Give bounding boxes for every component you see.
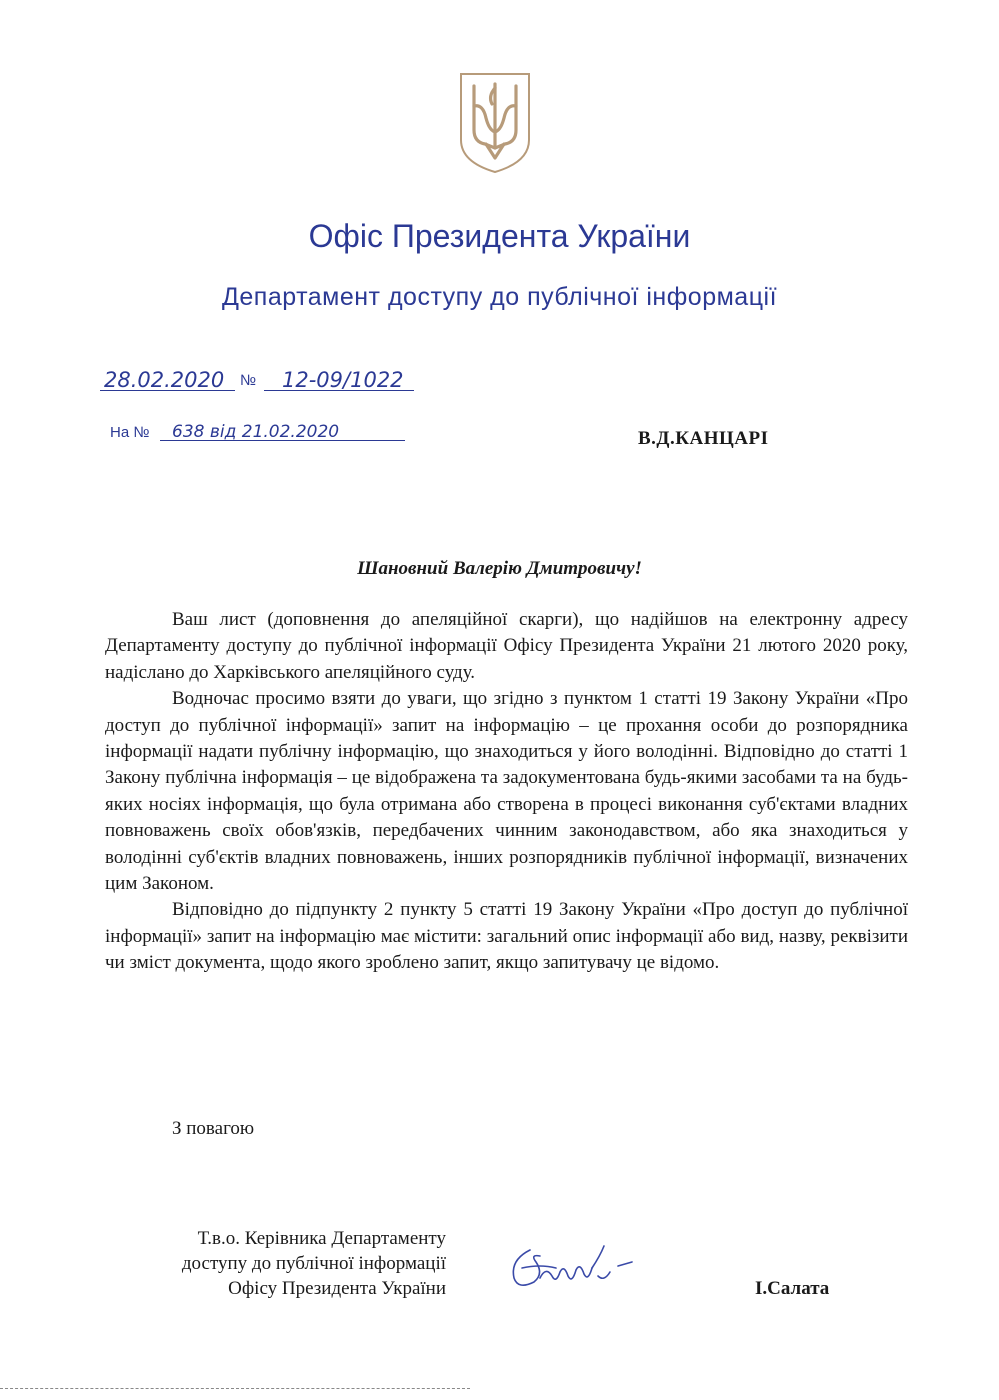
paragraph: Ваш лист (доповнення до апеляційної скарги), що надійшов на електронну адресу Департаменту доступу до публічної інформації Офісу Президента України 21 лютого 2020 року, надіслано до Харківського апеляційного суду. [105, 609, 908, 683]
number-field [264, 362, 414, 391]
signatory-title-line: доступу до публічної інформації [181, 1253, 446, 1274]
number-label: № [240, 372, 257, 389]
trident-emblem-icon [457, 70, 533, 175]
salutation: Шановний Валерію Дмитровичу! [357, 558, 642, 579]
reply-to-field [160, 416, 405, 441]
addressee: В.Д.КАНЦАРІ [638, 428, 769, 449]
date-handwritten: 28.02.2020 [104, 368, 225, 392]
letter-body [105, 607, 908, 977]
footer-divider [0, 1388, 470, 1389]
paragraph: Водночас просимо взяти до уваги, що згідно з пунктом 1 статті 19 Закону України «Про доступ до публічної інформації» запит на інформацію – це прохання особи до розпорядника інформації надати публічну інформацію, що знаходиться у його володінні. Відповідно до статті 1 Закону публічна інформація – це відображена та задокументована будь-якими засобами та на будь-яких носіях інформація, що була отримана або створена в процесі виконання суб'єктами владних повноважень своїх обов'язків, передбачених чинним законодавством, або яка знаходиться у володінні суб'єктів владних повноважень, інших розпорядників публічної інформації, визначених цим Законом. [105, 688, 908, 895]
reply-to-label: На № [110, 424, 150, 441]
signatory-title-line: Т.в.о. Керівника Департаменту [197, 1228, 446, 1249]
organization-title: Офіс Президента України [308, 218, 691, 254]
closing: З повагою [172, 1118, 255, 1139]
date-field [100, 362, 235, 391]
handwritten-signature [500, 1238, 650, 1298]
signatory-title [100, 1226, 446, 1301]
number-handwritten: 12-09/1022 [282, 368, 404, 392]
reply-to-handwritten: 638 від 21.02.2020 [172, 422, 340, 442]
signatory-title-line: Офісу Президента України [228, 1278, 446, 1299]
paragraph: Відповідно до підпункту 2 пункту 5 статті 19 Закону України «Про доступ до публічної інформації» запит на інформацію має містити: загальний опис інформації або вид, назву, реквізити чи зміст документа, щодо якого зроблено запит, якщо запитувачу це відомо. [105, 899, 908, 974]
signatory-name: І.Салата [755, 1278, 830, 1299]
department-title: Департамент доступу до публічної інформації [221, 283, 778, 311]
